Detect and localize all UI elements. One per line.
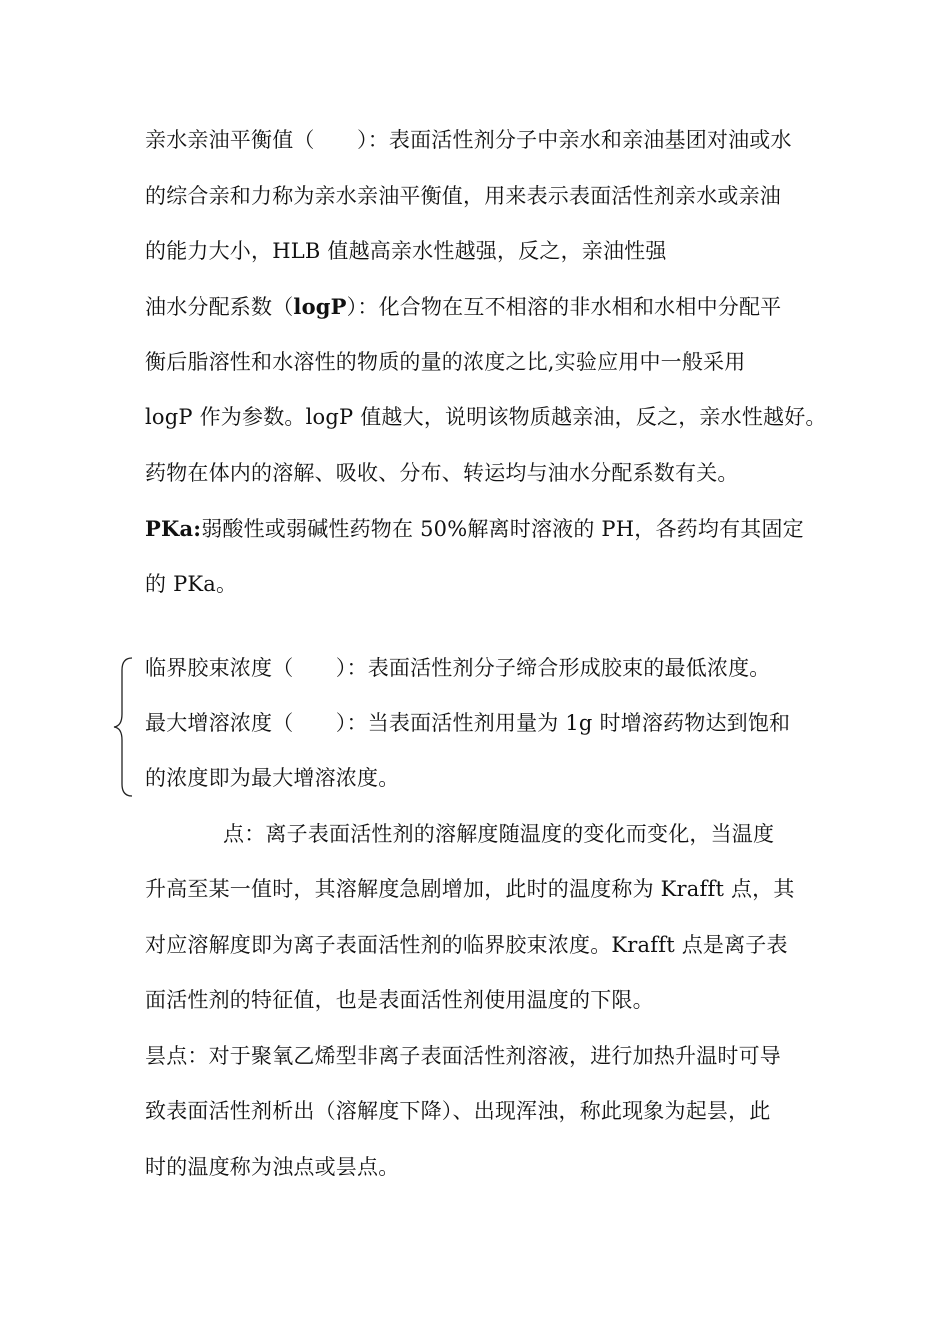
max-solubilization-line-2: 的浓度即为最大增溶浓度。 [145,766,400,790]
logp-line-4: 药物在体内的溶解、吸收、分布、转运均与油水分配系数有关。 [145,461,739,485]
cmc-line-1: 临界胶束浓度（ ）：表面活性剂分子缔合形成胶束的最低浓度。 [145,656,771,680]
cloud-point-line-1: 昙点：对于聚氧乙烯型非离子表面活性剂溶液，进行加热升温时可导 [145,1044,781,1068]
logp-term-bold: logP [293,294,347,319]
max-solubilization-line-1: 最大增溶浓度（ ）：当表面活性剂用量为 1g 时增溶药物达到饱和 [145,711,791,735]
logp-term-suffix: ）：化合物在互不相溶的非水相和水相中分配平 [346,295,782,319]
pka-term-bold: PKa: [145,516,202,541]
left-brace-icon [112,656,134,798]
pka-line-2: 的 PKa。 [145,572,238,596]
logp-term-prefix: 油水分配系数（ [145,295,294,319]
krafft-line-3: 对应溶解度即为离子表面活性剂的临界胶束浓度。Krafft 点是离子表 [145,933,788,957]
logp-line-3: logP 作为参数。logP 值越大，说明该物质越亲油，反之，亲水性越好。 [145,405,827,429]
pka-line-1-rest: 弱酸性或弱碱性药物在 50%解离时溶液的 PH，各药均有其固定 [201,517,804,541]
krafft-line-4: 面活性剂的特征值，也是表面活性剂使用温度的下限。 [145,988,654,1012]
hlb-line-2: 的综合亲和力称为亲水亲油平衡值，用来表示表面活性剂亲水或亲油 [145,184,781,208]
pka-line-1 [145,514,810,544]
krafft-line-1: 点：离子表面活性剂的溶解度随温度的变化而变化，当温度 [223,822,775,846]
cloud-point-line-3: 时的温度称为浊点或昙点。 [145,1155,400,1179]
hlb-line-3: 的能力大小，HLB 值越高亲水性越强，反之，亲油性强 [145,239,667,263]
cloud-point-line-2: 致表面活性剂析出（溶解度下降）、出现浑浊，称此现象为起昙，此 [145,1099,771,1123]
logp-line-1 [145,292,810,322]
logp-line-2: 衡后脂溶性和水溶性的物质的量的浓度之比,实验应用中一般采用 [145,350,746,374]
hlb-line-1: 亲水亲油平衡值（ ）：表面活性剂分子中亲水和亲油基团对油或水 [145,128,792,152]
krafft-line-2: 升高至某一值时，其溶解度急剧增加，此时的温度称为 Krafft 点，其 [145,877,795,901]
